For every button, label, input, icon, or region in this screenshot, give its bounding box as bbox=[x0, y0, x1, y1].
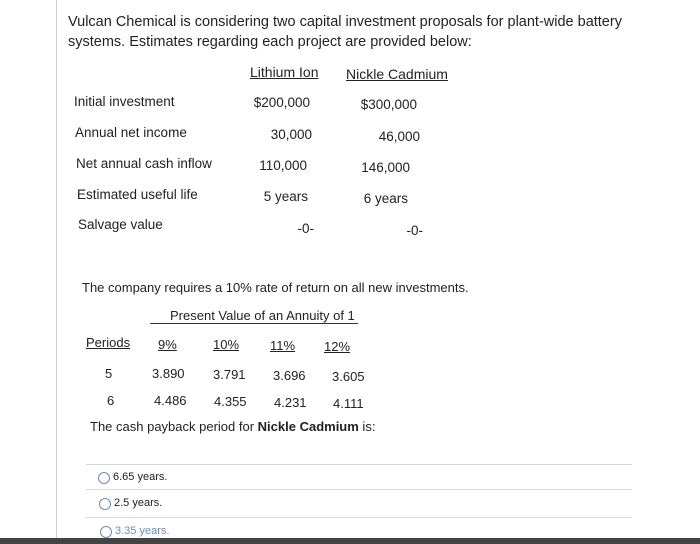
row-label-net-annual-cash-inflow: Net annual cash inflow bbox=[76, 156, 212, 171]
pv-table-title: Present Value of an Annuity of 1 bbox=[150, 308, 358, 324]
header-lithium-ion: Lithium Ion bbox=[250, 64, 319, 80]
pv-period-5: 5 bbox=[105, 366, 113, 381]
screen-edge bbox=[0, 538, 700, 544]
option-radio-3[interactable] bbox=[100, 526, 112, 538]
pv-5-10: 3.791 bbox=[213, 367, 246, 382]
pv-5-11: 3.696 bbox=[273, 368, 306, 383]
nickle-initial-investment: $300,000 bbox=[360, 97, 417, 112]
pv-rate-11: 11% bbox=[270, 338, 296, 353]
pv-periods-header: Periods bbox=[86, 335, 131, 350]
row-label-annual-net-income: Annual net income bbox=[75, 125, 187, 140]
nickle-annual-net-income: 46,000 bbox=[378, 129, 420, 144]
pv-rate-9: 9% bbox=[158, 337, 177, 352]
pv-6-10: 4.355 bbox=[214, 394, 247, 409]
question-prompt bbox=[90, 419, 375, 434]
lithium-estimated-useful-life: 5 years bbox=[263, 189, 308, 204]
prompt-bold: Nickle Cadmium bbox=[257, 419, 359, 434]
lithium-salvage-value: -0- bbox=[297, 221, 314, 236]
option-radio-1[interactable] bbox=[98, 472, 110, 484]
option-divider bbox=[86, 489, 632, 490]
nickle-net-annual-cash-inflow: 146,000 bbox=[361, 160, 410, 175]
pv-5-12: 3.605 bbox=[332, 369, 365, 384]
nickle-estimated-useful-life: 6 years bbox=[363, 191, 408, 206]
header-nickle-cadmium: Nickle Cadmium bbox=[346, 66, 448, 82]
option-divider bbox=[86, 517, 632, 518]
prompt-suffix: is: bbox=[358, 419, 376, 434]
pv-6-12: 4.111 bbox=[333, 396, 364, 411]
pv-6-11: 4.231 bbox=[274, 395, 307, 410]
option-label-3[interactable]: 3.35 years. bbox=[115, 525, 170, 537]
nickle-salvage-value: -0- bbox=[406, 223, 423, 238]
pv-5-9: 3.890 bbox=[152, 366, 185, 381]
pv-rate-10: 10% bbox=[213, 337, 240, 352]
row-label-estimated-useful-life: Estimated useful life bbox=[77, 187, 198, 202]
pv-rate-12: 12% bbox=[324, 339, 351, 354]
option-label-1[interactable]: 6.65 years. bbox=[113, 471, 168, 483]
row-label-salvage-value: Salvage value bbox=[78, 217, 163, 232]
pv-period-6: 6 bbox=[107, 393, 115, 408]
lithium-initial-investment: $200,000 bbox=[253, 95, 310, 110]
option-radio-2[interactable] bbox=[99, 498, 111, 510]
prompt-prefix: The cash payback period for bbox=[90, 419, 258, 434]
lithium-annual-net-income: 30,000 bbox=[270, 127, 312, 142]
row-label-initial-investment: Initial investment bbox=[74, 94, 175, 109]
lithium-net-annual-cash-inflow: 110,000 bbox=[259, 158, 307, 173]
option-divider bbox=[86, 464, 632, 465]
option-label-2[interactable]: 2.5 years. bbox=[114, 497, 163, 509]
required-rate-note: The company requires a 10% rate of return on all new investments. bbox=[82, 280, 469, 295]
question-text: Vulcan Chemical is considering two capital investment proposals for plant-wide battery systems. Estimates regarding each project are provided below: bbox=[68, 14, 622, 50]
pv-6-9: 4.486 bbox=[154, 393, 187, 408]
